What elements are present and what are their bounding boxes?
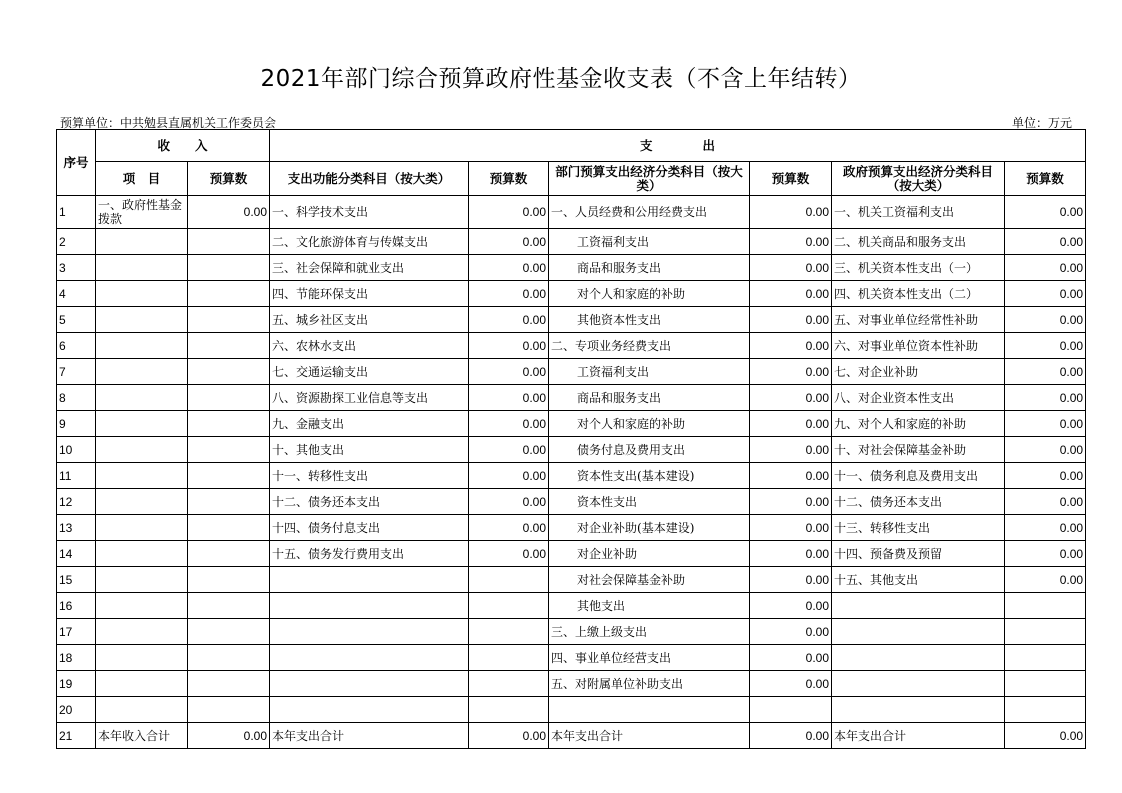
func-item-cell: 十五、债务发行费用支出 [270, 541, 469, 567]
income-amount-cell [188, 541, 270, 567]
func-item-cell: 本年支出合计 [270, 723, 469, 749]
income-item-cell [96, 567, 188, 593]
header-expense: 支 出 [270, 130, 1086, 162]
table-row [57, 541, 1086, 567]
gov-item-cell: 十二、债务还本支出 [832, 489, 1005, 515]
gov-amount-cell: 0.00 [1005, 255, 1086, 281]
func-amount-cell [469, 671, 549, 697]
income-amount-cell: 0.00 [188, 196, 270, 229]
func-amount-cell [469, 593, 549, 619]
seq-cell: 20 [57, 697, 96, 723]
currency-unit-label: 单位：万元 [1011, 116, 1072, 130]
gov-amount-cell: 0.00 [1005, 463, 1086, 489]
income-item-cell [96, 437, 188, 463]
func-amount-cell: 0.00 [469, 229, 549, 255]
table-row [57, 196, 1086, 229]
budget-table [56, 129, 1086, 749]
gov-amount-cell [1005, 619, 1086, 645]
income-item-cell [96, 515, 188, 541]
income-item-cell [96, 411, 188, 437]
func-item-cell: 十、其他支出 [270, 437, 469, 463]
income-item-cell [96, 671, 188, 697]
func-item-cell [270, 593, 469, 619]
gov-item-cell: 三、机关资本性支出（一） [832, 255, 1005, 281]
table-row [57, 385, 1086, 411]
dept-amount-cell: 0.00 [750, 411, 832, 437]
dept-amount-cell: 0.00 [750, 671, 832, 697]
gov-amount-cell: 0.00 [1005, 411, 1086, 437]
income-item-cell [96, 385, 188, 411]
dept-item-cell: 资本性支出(基本建设) [549, 463, 750, 489]
seq-cell: 21 [57, 723, 96, 749]
income-amount-cell [188, 619, 270, 645]
gov-amount-cell: 0.00 [1005, 229, 1086, 255]
gov-item-cell [832, 697, 1005, 723]
seq-cell: 11 [57, 463, 96, 489]
func-item-cell: 二、文化旅游体育与传媒支出 [270, 229, 469, 255]
header-func-budget: 预算数 [469, 162, 549, 196]
table-row [57, 567, 1086, 593]
func-amount-cell: 0.00 [469, 333, 549, 359]
dept-item-cell: 对企业补助(基本建设) [549, 515, 750, 541]
header-income-budget: 预算数 [188, 162, 270, 196]
seq-cell: 12 [57, 489, 96, 515]
table-row [57, 333, 1086, 359]
dept-item-cell: 五、对附属单位补助支出 [549, 671, 750, 697]
income-item-cell [96, 281, 188, 307]
gov-item-cell: 十三、转移性支出 [832, 515, 1005, 541]
table-row [57, 255, 1086, 281]
seq-cell: 15 [57, 567, 96, 593]
income-amount-cell [188, 463, 270, 489]
seq-cell: 9 [57, 411, 96, 437]
func-item-cell: 十一、转移性支出 [270, 463, 469, 489]
func-amount-cell [469, 567, 549, 593]
func-amount-cell: 0.00 [469, 437, 549, 463]
income-amount-cell [188, 229, 270, 255]
header-income-item: 项 目 [96, 162, 188, 196]
table-row [57, 437, 1086, 463]
table-row [57, 515, 1086, 541]
gov-amount-cell [1005, 645, 1086, 671]
table-row [57, 411, 1086, 437]
income-amount-cell [188, 437, 270, 463]
header-dept-econ: 部门预算支出经济分类科目（按大类） [549, 162, 750, 196]
func-amount-cell [469, 645, 549, 671]
table-row [57, 723, 1086, 749]
seq-cell: 18 [57, 645, 96, 671]
func-amount-cell: 0.00 [469, 541, 549, 567]
income-amount-cell [188, 307, 270, 333]
gov-amount-cell [1005, 671, 1086, 697]
gov-amount-cell: 0.00 [1005, 307, 1086, 333]
dept-amount-cell: 0.00 [750, 255, 832, 281]
dept-item-cell: 对社会保障基金补助 [549, 567, 750, 593]
table-row [57, 671, 1086, 697]
income-item-cell [96, 619, 188, 645]
income-amount-cell [188, 697, 270, 723]
dept-item-cell: 三、上缴上级支出 [549, 619, 750, 645]
dept-amount-cell: 0.00 [750, 515, 832, 541]
header-func-class: 支出功能分类科目（按大类） [270, 162, 469, 196]
func-amount-cell: 0.00 [469, 281, 549, 307]
income-amount-cell [188, 333, 270, 359]
seq-cell: 16 [57, 593, 96, 619]
gov-amount-cell: 0.00 [1005, 515, 1086, 541]
income-item-cell [96, 489, 188, 515]
func-item-cell: 五、城乡社区支出 [270, 307, 469, 333]
gov-amount-cell: 0.00 [1005, 333, 1086, 359]
seq-cell: 6 [57, 333, 96, 359]
budget-unit-label: 预算单位：中共勉县直属机关工作委员会 [60, 116, 277, 130]
func-amount-cell: 0.00 [469, 463, 549, 489]
dept-item-cell: 一、人员经费和公用经费支出 [549, 196, 750, 229]
seq-cell: 14 [57, 541, 96, 567]
income-amount-cell [188, 385, 270, 411]
dept-amount-cell: 0.00 [750, 437, 832, 463]
dept-amount-cell: 0.00 [750, 359, 832, 385]
dept-amount-cell: 0.00 [750, 567, 832, 593]
gov-item-cell: 十四、预备费及预留 [832, 541, 1005, 567]
income-item-cell [96, 307, 188, 333]
dept-item-cell [549, 697, 750, 723]
income-item-cell [96, 229, 188, 255]
gov-amount-cell: 0.00 [1005, 567, 1086, 593]
dept-amount-cell: 0.00 [750, 196, 832, 229]
dept-amount-cell: 0.00 [750, 281, 832, 307]
table-row [57, 619, 1086, 645]
func-item-cell [270, 697, 469, 723]
func-amount-cell [469, 619, 549, 645]
dept-amount-cell: 0.00 [750, 723, 832, 749]
func-amount-cell [469, 697, 549, 723]
func-amount-cell: 0.00 [469, 489, 549, 515]
table-row [57, 307, 1086, 333]
income-item-cell: 本年收入合计 [96, 723, 188, 749]
func-amount-cell: 0.00 [469, 359, 549, 385]
gov-item-cell [832, 593, 1005, 619]
func-item-cell: 六、农林水支出 [270, 333, 469, 359]
gov-item-cell: 六、对事业单位资本性补助 [832, 333, 1005, 359]
income-item-cell [96, 333, 188, 359]
func-item-cell [270, 671, 469, 697]
income-item-cell: 一、政府性基金拨款 [96, 196, 188, 229]
func-amount-cell: 0.00 [469, 385, 549, 411]
seq-cell: 8 [57, 385, 96, 411]
table-row [57, 593, 1086, 619]
income-item-cell [96, 697, 188, 723]
header-gov-econ: 政府预算支出经济分类科目（按大类） [832, 162, 1005, 196]
header-gov-budget: 预算数 [1005, 162, 1086, 196]
gov-item-cell: 四、机关资本性支出（二） [832, 281, 1005, 307]
dept-item-cell: 工资福利支出 [549, 359, 750, 385]
income-item-cell [96, 255, 188, 281]
gov-item-cell: 八、对企业资本性支出 [832, 385, 1005, 411]
dept-amount-cell: 0.00 [750, 619, 832, 645]
func-item-cell [270, 567, 469, 593]
seq-cell: 3 [57, 255, 96, 281]
income-amount-cell: 0.00 [188, 723, 270, 749]
dept-item-cell: 对个人和家庭的补助 [549, 281, 750, 307]
table-row [57, 645, 1086, 671]
table-row [57, 463, 1086, 489]
seq-cell: 17 [57, 619, 96, 645]
gov-item-cell: 十、对社会保障基金补助 [832, 437, 1005, 463]
gov-item-cell [832, 645, 1005, 671]
table-row [57, 697, 1086, 723]
gov-amount-cell: 0.00 [1005, 359, 1086, 385]
func-item-cell: 四、节能环保支出 [270, 281, 469, 307]
func-item-cell: 八、资源勘探工业信息等支出 [270, 385, 469, 411]
seq-cell: 10 [57, 437, 96, 463]
income-amount-cell [188, 645, 270, 671]
gov-item-cell: 一、机关工资福利支出 [832, 196, 1005, 229]
seq-cell: 19 [57, 671, 96, 697]
income-item-cell [96, 463, 188, 489]
gov-amount-cell [1005, 593, 1086, 619]
gov-item-cell: 十一、债务利息及费用支出 [832, 463, 1005, 489]
table-row [57, 281, 1086, 307]
gov-item-cell: 五、对事业单位经常性补助 [832, 307, 1005, 333]
dept-amount-cell: 0.00 [750, 645, 832, 671]
income-amount-cell [188, 489, 270, 515]
income-item-cell [96, 645, 188, 671]
func-amount-cell: 0.00 [469, 255, 549, 281]
dept-amount-cell: 0.00 [750, 307, 832, 333]
dept-amount-cell [750, 697, 832, 723]
dept-item-cell: 其他资本性支出 [549, 307, 750, 333]
income-amount-cell [188, 671, 270, 697]
dept-item-cell: 工资福利支出 [549, 229, 750, 255]
dept-amount-cell: 0.00 [750, 593, 832, 619]
income-amount-cell [188, 567, 270, 593]
gov-amount-cell [1005, 697, 1086, 723]
page-title: 2021年部门综合预算政府性基金收支表（不含上年结转） [260, 66, 862, 92]
gov-amount-cell: 0.00 [1005, 196, 1086, 229]
func-item-cell: 一、科学技术支出 [270, 196, 469, 229]
func-item-cell: 十四、债务付息支出 [270, 515, 469, 541]
gov-item-cell [832, 619, 1005, 645]
seq-cell: 4 [57, 281, 96, 307]
gov-amount-cell: 0.00 [1005, 281, 1086, 307]
func-amount-cell: 0.00 [469, 307, 549, 333]
func-amount-cell: 0.00 [469, 411, 549, 437]
func-item-cell [270, 619, 469, 645]
income-item-cell [96, 593, 188, 619]
dept-item-cell: 其他支出 [549, 593, 750, 619]
func-amount-cell: 0.00 [469, 515, 549, 541]
dept-item-cell: 四、事业单位经营支出 [549, 645, 750, 671]
func-item-cell: 十二、债务还本支出 [270, 489, 469, 515]
dept-amount-cell: 0.00 [750, 541, 832, 567]
dept-item-cell: 对企业补助 [549, 541, 750, 567]
dept-amount-cell: 0.00 [750, 229, 832, 255]
income-amount-cell [188, 593, 270, 619]
header-income: 收 入 [96, 130, 270, 162]
func-item-cell: 九、金融支出 [270, 411, 469, 437]
gov-item-cell: 本年支出合计 [832, 723, 1005, 749]
func-item-cell: 三、社会保障和就业支出 [270, 255, 469, 281]
table-row [57, 229, 1086, 255]
income-amount-cell [188, 411, 270, 437]
seq-cell: 5 [57, 307, 96, 333]
income-amount-cell [188, 359, 270, 385]
func-item-cell: 七、交通运输支出 [270, 359, 469, 385]
table-row [57, 489, 1086, 515]
gov-item-cell: 七、对企业补助 [832, 359, 1005, 385]
seq-cell: 7 [57, 359, 96, 385]
dept-item-cell: 本年支出合计 [549, 723, 750, 749]
header-seq: 序号 [57, 130, 96, 196]
dept-amount-cell: 0.00 [750, 463, 832, 489]
dept-amount-cell: 0.00 [750, 385, 832, 411]
gov-item-cell [832, 671, 1005, 697]
dept-item-cell: 二、专项业务经费支出 [549, 333, 750, 359]
seq-cell: 2 [57, 229, 96, 255]
dept-item-cell: 资本性支出 [549, 489, 750, 515]
seq-cell: 13 [57, 515, 96, 541]
gov-item-cell: 二、机关商品和服务支出 [832, 229, 1005, 255]
seq-cell: 1 [57, 196, 96, 229]
dept-item-cell: 对个人和家庭的补助 [549, 411, 750, 437]
income-amount-cell [188, 255, 270, 281]
func-item-cell [270, 645, 469, 671]
gov-amount-cell: 0.00 [1005, 723, 1086, 749]
dept-item-cell: 商品和服务支出 [549, 255, 750, 281]
gov-amount-cell: 0.00 [1005, 437, 1086, 463]
gov-amount-cell: 0.00 [1005, 385, 1086, 411]
income-item-cell [96, 541, 188, 567]
income-item-cell [96, 359, 188, 385]
gov-amount-cell: 0.00 [1005, 489, 1086, 515]
func-amount-cell: 0.00 [469, 196, 549, 229]
gov-item-cell: 十五、其他支出 [832, 567, 1005, 593]
income-amount-cell [188, 281, 270, 307]
dept-amount-cell: 0.00 [750, 333, 832, 359]
header-dept-budget: 预算数 [750, 162, 832, 196]
dept-item-cell: 债务付息及费用支出 [549, 437, 750, 463]
gov-amount-cell: 0.00 [1005, 541, 1086, 567]
income-amount-cell [188, 515, 270, 541]
dept-amount-cell: 0.00 [750, 489, 832, 515]
table-row [57, 359, 1086, 385]
func-amount-cell: 0.00 [469, 723, 549, 749]
dept-item-cell: 商品和服务支出 [549, 385, 750, 411]
gov-item-cell: 九、对个人和家庭的补助 [832, 411, 1005, 437]
